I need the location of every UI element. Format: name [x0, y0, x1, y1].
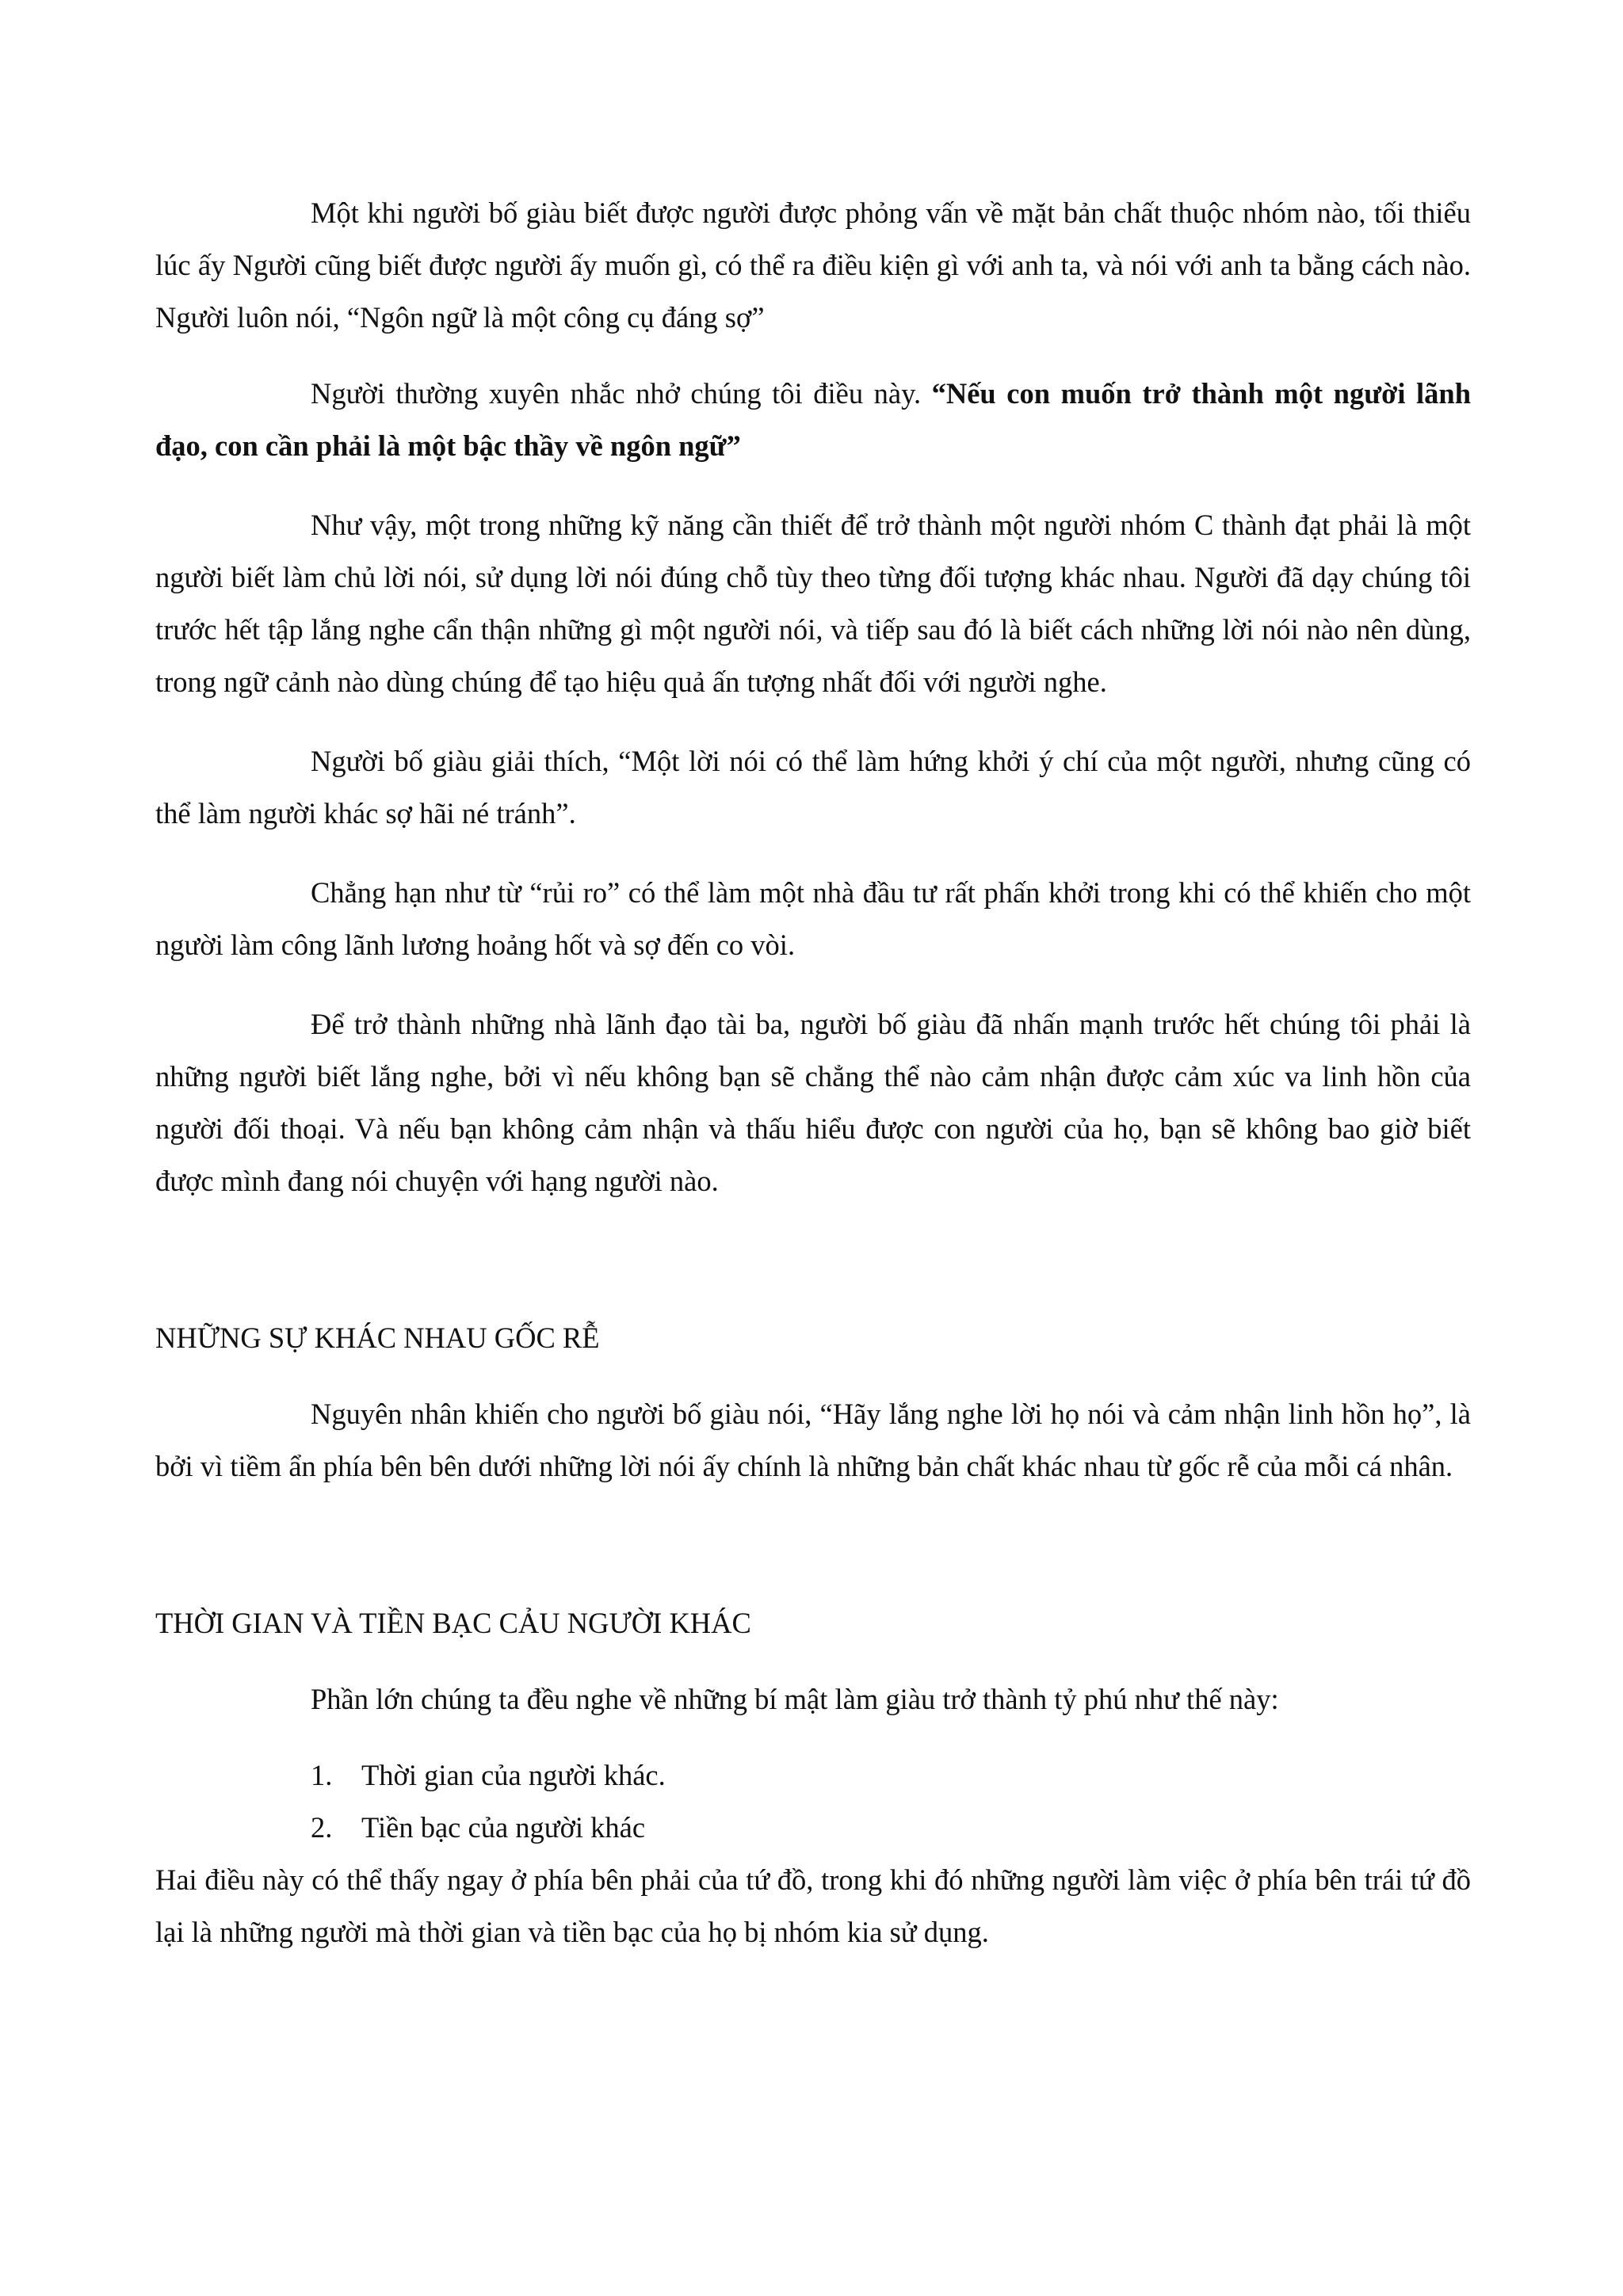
list-item-text: Tiền bạc của người khác: [361, 1811, 646, 1844]
leadership-quote: “Nếu con muốn trở thành một người lãnh đạo, con cần phải là một bậc thầy về ngôn ngữ”: [155, 377, 1471, 462]
paragraph-2: [155, 368, 1471, 472]
numbered-list: [155, 1749, 1471, 1854]
paragraph-9: Hai điều này có thể thấy ngay ở phía bên phải của tứ đồ, trong khi đó những người làm việc ở phía bên trái tứ đồ lại là những người mà thời gian và tiền bạc của họ bị nhóm kia sử dụng.: [155, 1863, 1471, 1948]
list-item: [155, 1802, 1471, 1854]
paragraph-6: Để trở thành những nhà lãnh đạo tài ba, người bố giàu đã nhấn mạnh trước hết chúng tôi phải là những người biết lắng nghe, bởi vì nếu không bạn sẽ chẳng thể nào cảm nhận được cảm xúc va linh hồn của người đối thoại. Và nếu bạn không cảm nhận và thấu hiểu được con người của họ, bạn sẽ không bao giờ biết được mình đang nói chuyện với hạng người nào.: [155, 1008, 1471, 1197]
list-item-text: Thời gian của người khác.: [361, 1759, 666, 1791]
list-number: 2.: [311, 1811, 333, 1844]
paragraph-7: Nguyên nhân khiến cho người bố giàu nói, “Hãy lắng nghe lời họ nói và cảm nhận linh hồn họ”, là bởi vì tiềm ẩn phía bên bên dưới những lời nói ấy chính là những bản chất khác nhau từ gốc rễ của mỗi cá nhân.: [155, 1398, 1471, 1482]
paragraph-1: Một khi người bố giàu biết được người được phỏng vấn về mặt bản chất thuộc nhóm nào, tối thiểu lúc ấy Người cũng biết được người ấy muốn gì, có thể ra điều kiện gì với anh ta, và nói với anh ta bằng cách nào. Người luôn nói, “Ngôn ngữ là một công cụ đáng sợ”: [155, 196, 1471, 334]
paragraph-5: Chẳng hạn như từ “rủi ro” có thể làm một nhà đầu tư rất phấn khởi trong khi có thể khiến cho một người làm công lãnh lương hoảng hốt và sợ đến co vòi.: [155, 876, 1471, 961]
paragraph-4: Người bố giàu giải thích, “Một lời nói có thể làm hứng khởi ý chí của một người, nhưng cũng có thể làm người khác sợ hãi né tránh”.: [155, 745, 1471, 830]
section-heading-time-money: THỜI GIAN VÀ TIỀN BẠC CẢU NGƯỜI KHÁC: [155, 1607, 751, 1639]
paragraph-8: Phần lớn chúng ta đều nghe về những bí mật làm giàu trở thành tỷ phú như thế này:: [311, 1683, 1279, 1715]
document-page: [155, 187, 1471, 1958]
paragraph-3: Như vậy, một trong những kỹ năng cần thiết để trở thành một người nhóm C thành đạt phải là một người biết làm chủ lời nói, sử dụng lời nói đúng chỗ tùy theo từng đối tượng khác nhau. Người đã dạy chúng tôi trước hết tập lắng nghe cẩn thận những gì một người nói, và tiếp sau đó là biết cách những lời nói nào nên dùng, trong ngữ cảnh nào dùng chúng để tạo hiệu quả ấn tượng nhất đối với người nghe.: [155, 509, 1471, 698]
list-item: [155, 1749, 1471, 1802]
list-number: 1.: [311, 1759, 333, 1791]
section-heading-root-differences: NHỮNG SỰ KHÁC NHAU GỐC RỄ: [155, 1322, 600, 1354]
paragraph-2-text: Người thường xuyên nhắc nhở chúng tôi điều này.: [311, 377, 932, 410]
